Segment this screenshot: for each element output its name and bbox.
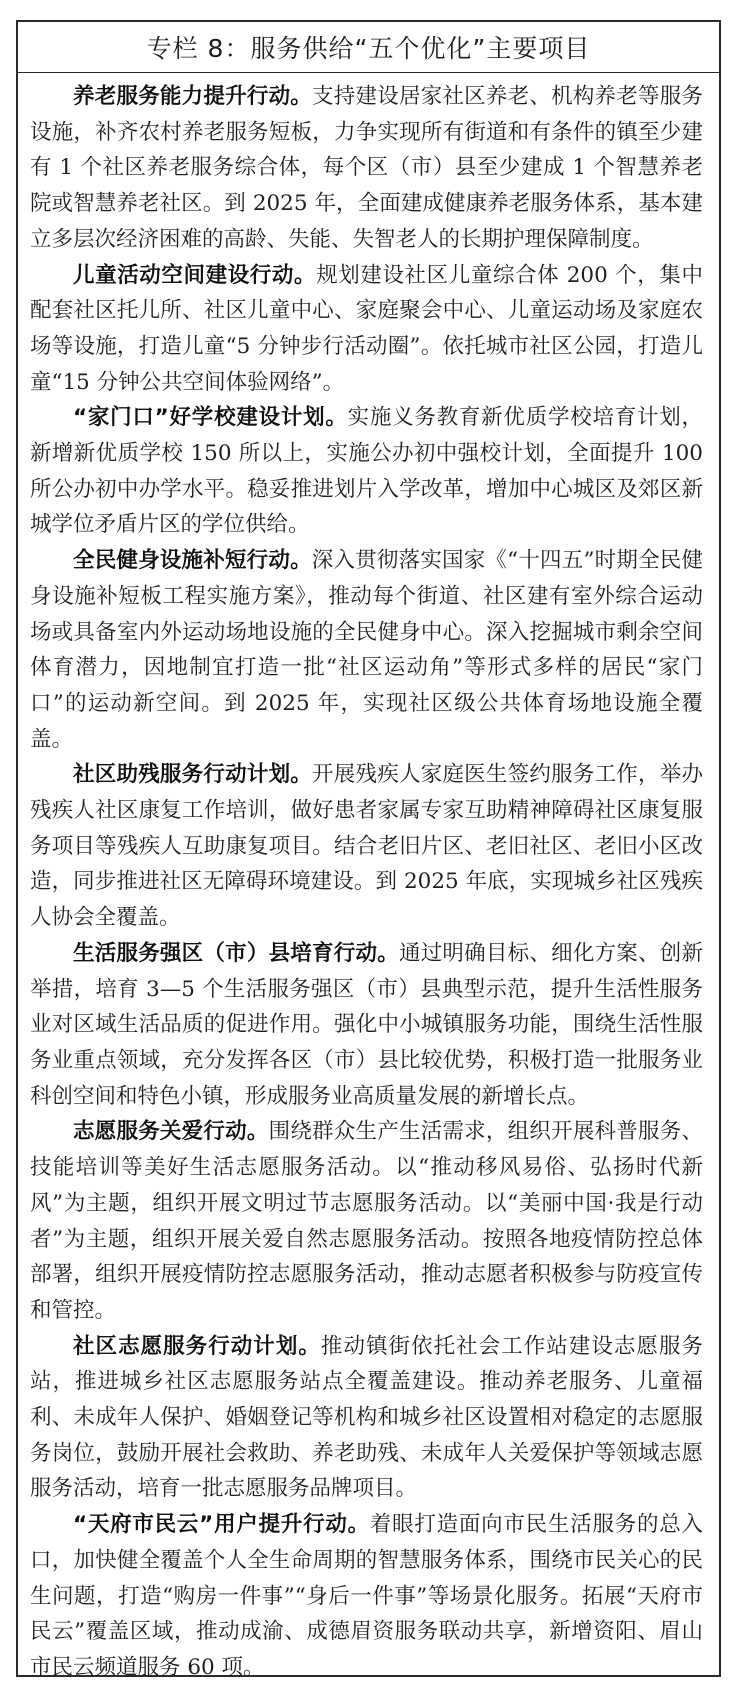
- paragraph-disability: [30, 757, 703, 936]
- paragraph-life-service: [30, 936, 703, 1115]
- column-title: 专栏 8：服务供给“五个优化”主要项目: [18, 22, 719, 73]
- paragraph-heading: 志愿服务关爱行动。: [73, 1119, 269, 1145]
- paragraph-heading: 儿童活动空间建设行动。: [73, 262, 317, 288]
- paragraph-heading: 养老服务能力提升行动。: [73, 84, 313, 109]
- paragraph-text: 着眼打造面向市民生活服务的总入口，加快健全覆盖个人全生命周期的智慧服务体系，围绕市民关心的民生问题，打造“购房一件事”“身后一件事”等场景化服务。拓展“天府市民云”覆盖区域，推动成渝、成德眉资服务联动共享，新增资阳、眉山市民云频道服务 60 项。: [30, 1512, 703, 1680]
- paragraph-heading: 生活服务强区（市）县培育行动。: [73, 940, 399, 966]
- paragraph-text: 通过明确目标、细化方案、创新举措，培育 3—5 个生活服务强区（市）县典型示范，提升生活性服务业对区域生活品质的促进作用。强化中小城镇服务功能，围绕生活性服务业重点领域，充分发挥各区（市）县比较优势，积极打造一批服务业科创空间和特色小镇，形成服务业高质量发展的新增长点。: [30, 940, 703, 1109]
- column-content: [18, 73, 719, 1686]
- paragraph-text: 实施义务教育新优质学校培育计划，新增新优质学校 150 所以上，实施公办初中强校计划，全面提升 100 所公办初中办学水平。稳妥推进划片入学改革，增加中心城区及郊区新城学位矛盾片区的学位供给。: [30, 405, 703, 538]
- paragraph-text: 深入贯彻落实国家《“十四五”时期全民健身设施补短板工程实施方案》，推动每个街道、社区建有室外综合运动场或具备室内外运动场地设施的全民健身中心。深入挖掘城市剩余空间体育潜力，因地制宜打造一批“社区运动角”等形式多样的居民“家门口”的运动新空间。到 2025 年，实现社区级公共体育场地设施全覆盖。: [30, 548, 703, 752]
- paragraph-text: 推动镇街依托社会工作站建设志愿服务站，推进城乡社区志愿服务站点全覆盖建设。推动养老服务、儿童福利、未成年人保护、婚姻登记等机构和城乡社区设置相对稳定的志愿服务岗位，鼓励开展社会救助、养老助残、未成年人关爱保护等领域志愿服务活动，培育一批志愿服务品牌项目。: [30, 1333, 703, 1502]
- paragraph-children-space: [30, 258, 703, 401]
- paragraph-text: 规划建设社区儿童综合体 200 个，集中配套社区托儿所、社区儿童中心、家庭聚会中心、儿童运动场及家庭农场等设施，打造儿童“5 分钟步行活动圈”。依托城市社区公园，打造儿童“15 分钟公共空间体验网络”。: [30, 262, 703, 395]
- paragraph-heading: 社区志愿服务行动计划。: [73, 1333, 321, 1359]
- paragraph-heading: “天府市民云”用户提升行动。: [73, 1512, 370, 1538]
- paragraph-community-volunteer: [30, 1329, 703, 1508]
- paragraph-fitness: [30, 543, 703, 757]
- paragraph-heading: “家门口”好学校建设计划。: [73, 405, 348, 431]
- paragraph-citizen-cloud: [30, 1507, 703, 1686]
- paragraph-school: [30, 400, 703, 543]
- paragraph-text: 开展残疾人家庭医生签约服务工作，举办残疾人社区康复工作培训，做好患者家属专家互助精神障碍社区康复服务项目等残疾人互助康复项目。结合老旧片区、老旧社区、老旧小区改造，同步推进社区无障碍环境建设。到 2025 年底，实现城乡社区残疾人协会全覆盖。: [30, 762, 703, 931]
- paragraph-volunteer-care: [30, 1114, 703, 1328]
- paragraph-text: 围绕群众生产生活需求，组织开展科普服务、技能培训等美好生活志愿服务活动。以“推动移风易俗、弘扬时代新风”为主题，组织开展文明过节志愿服务活动。以“美丽中国·我是行动者”为主题，组织开展关爱自然志愿服务活动。按照各地疫情防控总体部署，组织开展疫情防控志愿服务活动，推动志愿者积极参与防疫宣传和管控。: [30, 1119, 703, 1323]
- paragraph-heading: 社区助残服务行动计划。: [73, 762, 313, 788]
- paragraph-heading: 全民健身设施补短行动。: [73, 548, 312, 574]
- paragraph-text: 支持建设居家社区养老、机构养老等服务设施，补齐农村养老服务短板，力争实现所有街道和有条件的镇至少建有 1 个社区养老服务综合体，每个区（市）县至少建成 1 个智慧养老院或智慧养老社区。到 2025 年，全面建成健康养老服务体系，基本建立多层次经济困难的高龄、失能、失智老人的长期护理保障制度。: [30, 84, 703, 252]
- column-box: [16, 20, 721, 1680]
- paragraph-elderly-care: [30, 79, 703, 258]
